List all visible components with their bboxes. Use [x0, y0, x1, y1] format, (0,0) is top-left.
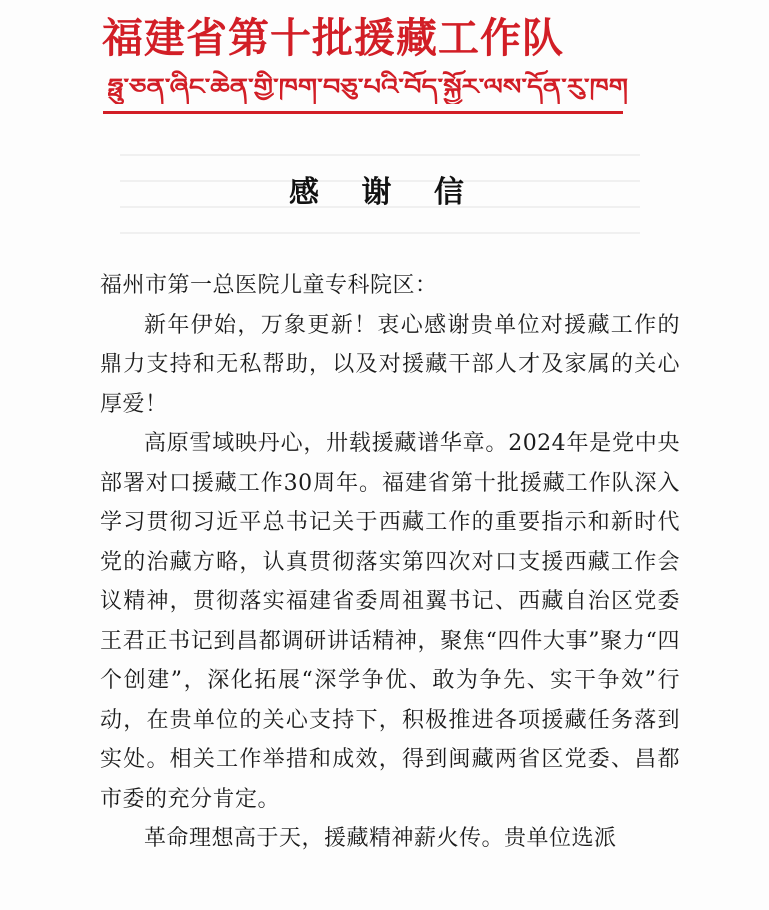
letterhead-divider [103, 111, 623, 114]
paragraph-1: 新年伊始，万象更新！衷心感谢贵单位对援藏工作的鼎力支持和无私帮助，以及对援藏干部人才及家属的关心厚爱！ [100, 312, 680, 417]
tibetan-text: ཧྥུ་ཅན་ཞིང་ཆེན་གྱི་ཁག་བཅུ་པའི་བོད་སྐྱོར་ལས་དོན་རུ་ཁག [108, 74, 527, 100]
salutation: 福州市第一总医院儿童专科院区： [100, 273, 438, 298]
paragraph-3: 革命理想高于天，援藏精神薪火传。贵单位选派 [144, 826, 617, 851]
letter-title: 感 谢 信 [289, 175, 480, 210]
letterhead-org-name: 福建省第十批援藏工作队 [102, 14, 564, 62]
letter-body [100, 266, 680, 859]
letterhead-tibetan-line [108, 70, 628, 104]
paragraph-2: 高原雪域映丹心，卅载援藏谱华章。2024年是党中央部署对口援藏工作30周年。福建省第十批援藏工作队深入学习贯彻习近平总书记关于西藏工作的重要指示和新时代党的治藏方略，认真贯彻落实第四次对口支援西藏工作会议精神，贯彻落实福建省委周祖翼书记、西藏自治区党委王君正书记到昌都调研讲话精神，聚焦“四件大事”聚力“四个创建”，深化拓展“深学争优、敢为争先、实干争效”行动，在贵单位的关心支持下，积极推进各项援藏任务落到实处。相关工作举措和成效，得到闽藏两省区党委、昌都市委的充分肯定。 [100, 431, 680, 812]
